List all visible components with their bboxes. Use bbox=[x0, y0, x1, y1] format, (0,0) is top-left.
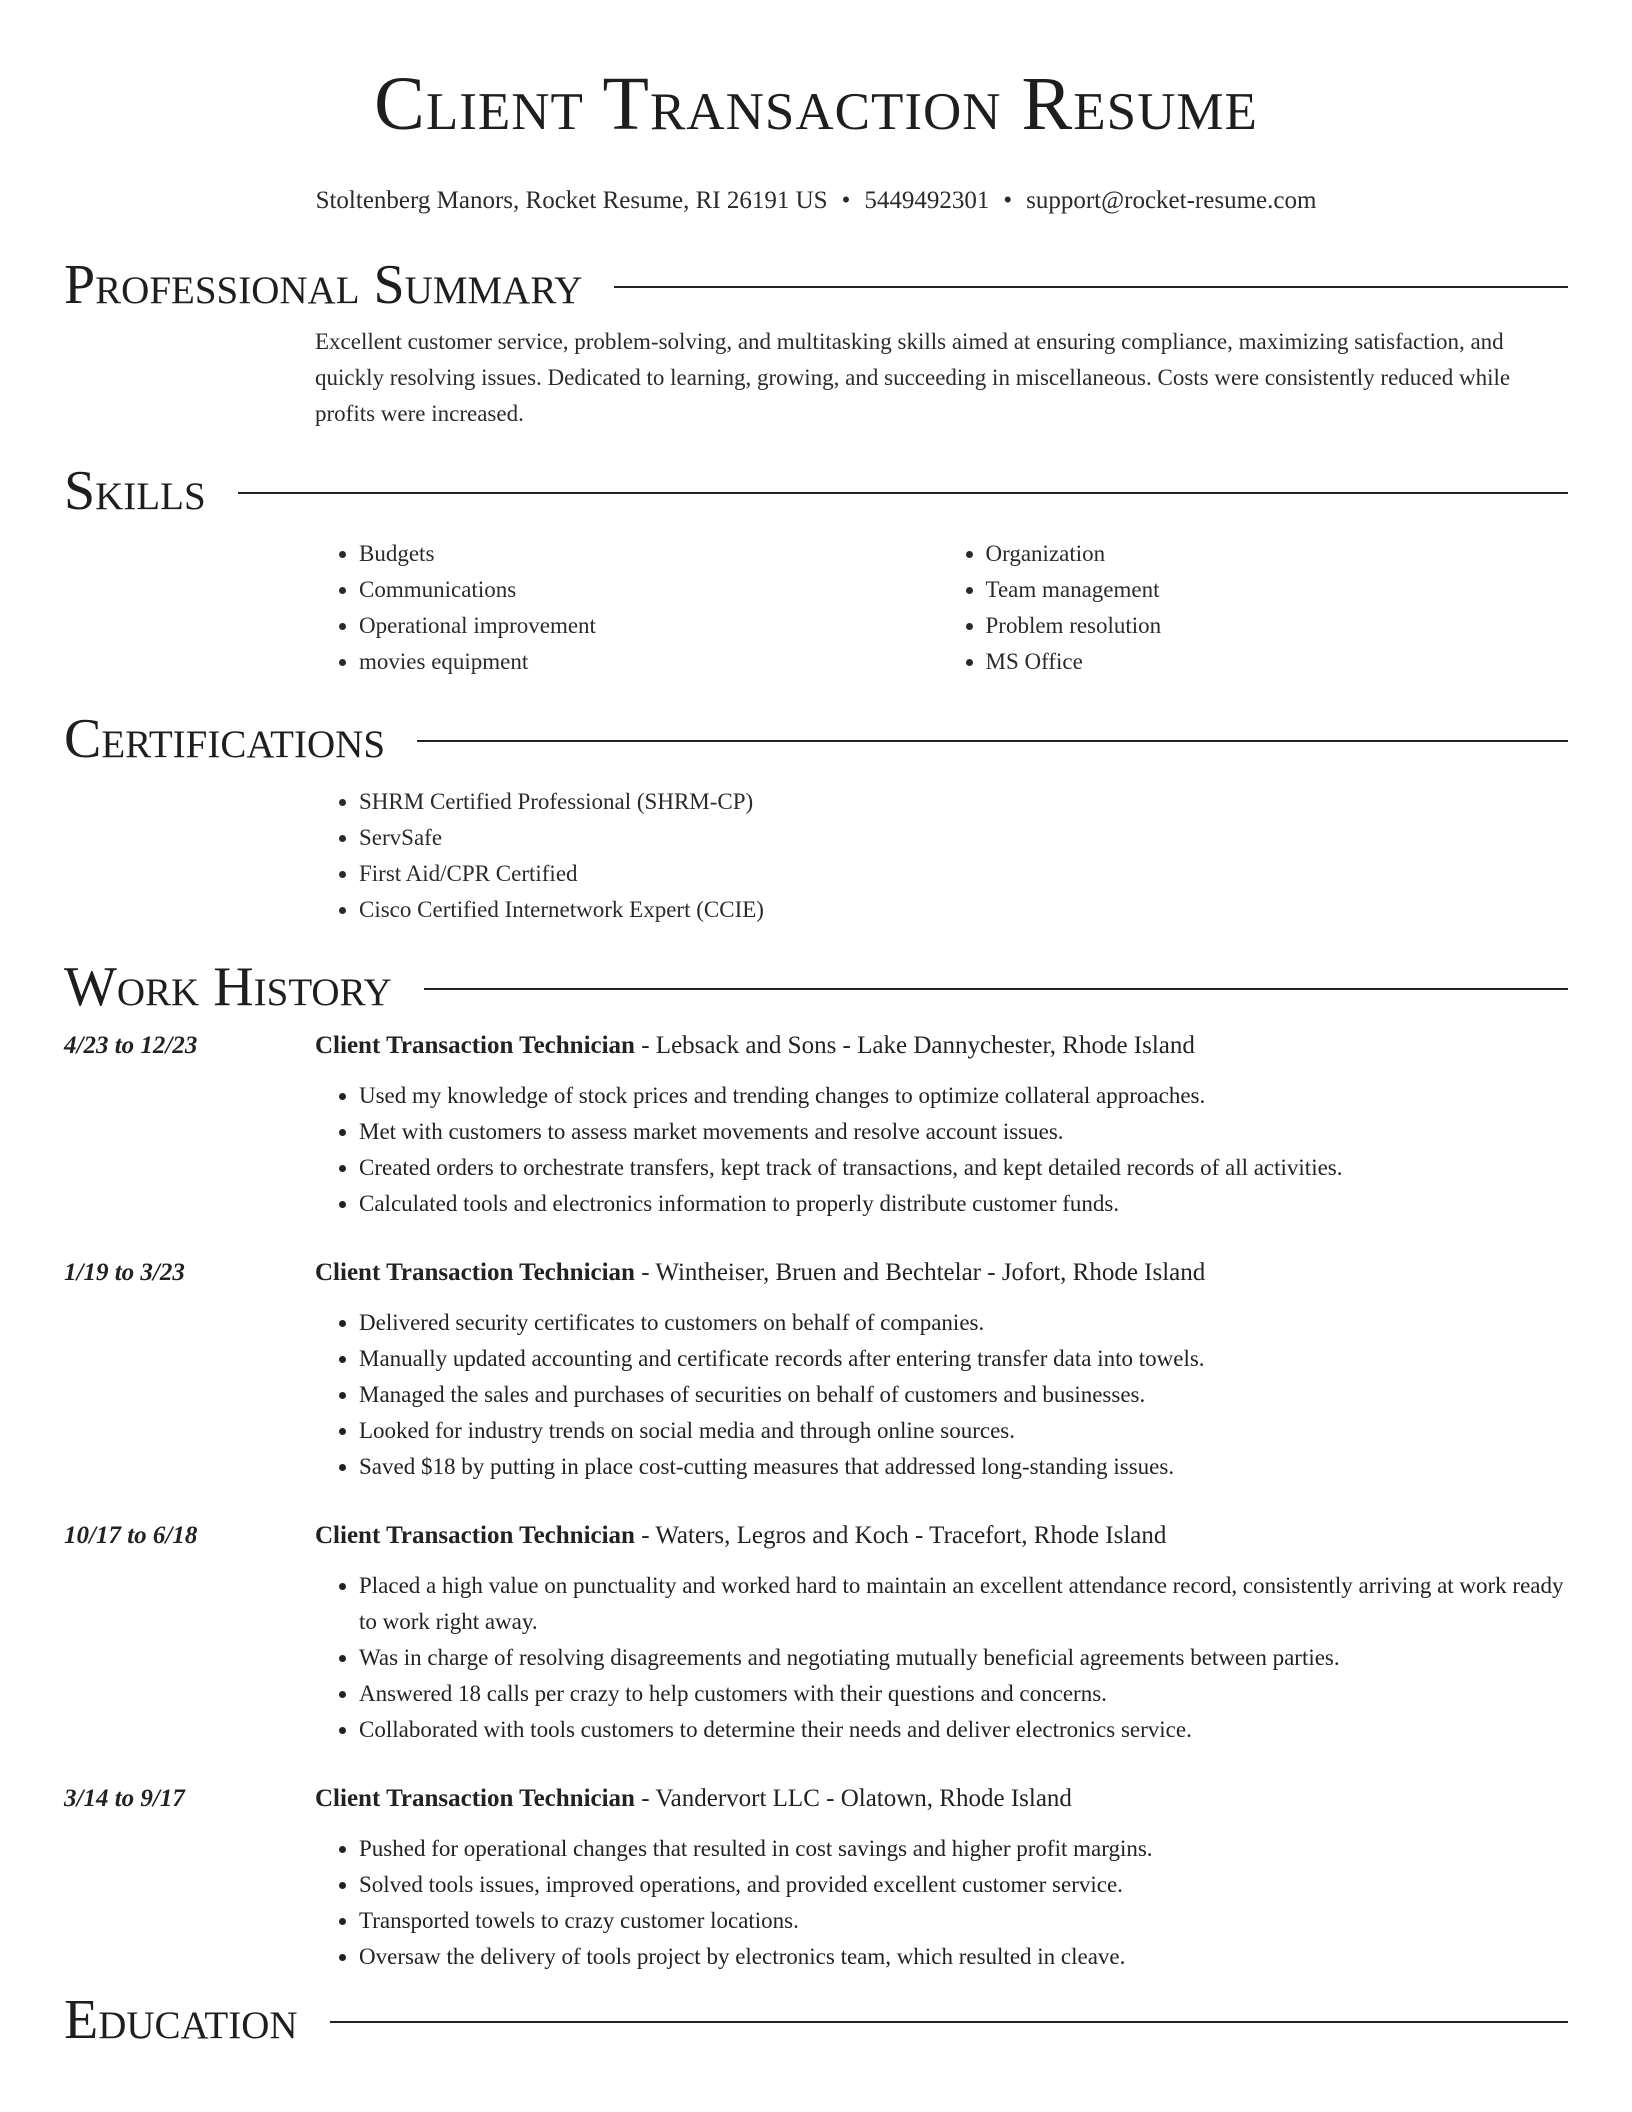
skills-list bbox=[315, 536, 1568, 680]
job-bullets bbox=[315, 1831, 1568, 1975]
section-divider bbox=[614, 286, 1568, 288]
job-dates: 1/19 to 3/23 bbox=[64, 1259, 185, 1286]
phone: 5449492301 bbox=[864, 187, 990, 214]
job-employer: - Waters, Legros and Koch - Tracefort, Rhode Island bbox=[634, 1522, 1167, 1549]
work-history-section bbox=[64, 956, 1568, 1975]
job-bullets bbox=[315, 1305, 1568, 1485]
skill-item: • movies equipment bbox=[359, 644, 942, 680]
job-title: Client Transaction Technician bbox=[315, 1032, 635, 1059]
job-employer: - Vandervort LLC - Olatown, Rhode Island bbox=[634, 1785, 1072, 1812]
section-title: Professional Summary bbox=[64, 254, 583, 316]
skill-item: • Problem resolution bbox=[986, 608, 1569, 644]
job-bullet: • Solved tools issues, improved operations, and provided excellent customer service. bbox=[359, 1867, 1568, 1903]
education-section bbox=[64, 1989, 1568, 2051]
job-title: Client Transaction Technician bbox=[315, 1785, 635, 1812]
skill-item: • Team management bbox=[986, 572, 1569, 608]
certification-item: • ServSafe bbox=[359, 820, 1568, 856]
certification-item: • SHRM Certified Professional (SHRM-CP) bbox=[359, 784, 1568, 820]
certifications-section bbox=[64, 708, 1568, 928]
job-bullets bbox=[315, 1078, 1568, 1222]
certification-item: • First Aid/CPR Certified bbox=[359, 856, 1568, 892]
job-employer: - Lebsack and Sons - Lake Dannychester, Rhode Island bbox=[634, 1032, 1195, 1059]
job-bullet: • Pushed for operational changes that resulted in cost savings and higher profit margins. bbox=[359, 1831, 1568, 1867]
separator-dot: • bbox=[841, 187, 851, 214]
job-employer: - Wintheiser, Bruen and Bechtelar - Jofort, Rhode Island bbox=[634, 1259, 1206, 1286]
job-bullet: • Oversaw the delivery of tools project by electronics team, which resulted in cleave. bbox=[359, 1939, 1568, 1975]
certifications-heading bbox=[64, 708, 1568, 770]
skill-item: • Budgets bbox=[359, 536, 942, 572]
job-entry bbox=[64, 1255, 1568, 1485]
job-details bbox=[315, 1028, 1568, 1222]
job-bullet: • Collaborated with tools customers to determine their needs and deliver electronics service. bbox=[359, 1712, 1568, 1748]
section-title: Certifications bbox=[64, 708, 386, 770]
job-bullet: • Looked for industry trends on social media and through online sources. bbox=[359, 1413, 1568, 1449]
job-bullet: • Placed a high value on punctuality and worked hard to maintain an excellent attendance record, consistently arriving at work ready to work right away. bbox=[359, 1568, 1568, 1640]
job-dates: 4/23 to 12/23 bbox=[64, 1032, 198, 1059]
section-divider bbox=[424, 988, 1568, 990]
job-details bbox=[315, 1255, 1568, 1485]
work-history-heading bbox=[64, 956, 1568, 1018]
contact-line bbox=[64, 186, 1568, 216]
job-entry bbox=[64, 1518, 1568, 1748]
summary-heading bbox=[64, 254, 1568, 316]
section-divider bbox=[417, 740, 1568, 742]
section-divider bbox=[330, 2021, 1568, 2023]
job-bullet: • Delivered security certificates to customers on behalf of companies. bbox=[359, 1305, 1568, 1341]
skills-column-right bbox=[942, 536, 1569, 680]
skills-heading bbox=[64, 460, 1568, 522]
job-bullets bbox=[315, 1568, 1568, 1748]
skills-column-left bbox=[315, 536, 942, 680]
job-bullet: • Calculated tools and electronics information to properly distribute customer funds. bbox=[359, 1186, 1568, 1222]
education-heading bbox=[64, 1989, 1568, 2051]
skill-item: • Operational improvement bbox=[359, 608, 942, 644]
certifications-list bbox=[315, 784, 1568, 928]
job-bullet: • Saved $18 by putting in place cost-cutting measures that addressed long-standing issues. bbox=[359, 1449, 1568, 1485]
job-bullet: • Transported towels to crazy customer locations. bbox=[359, 1903, 1568, 1939]
separator-dot: • bbox=[1003, 187, 1013, 214]
job-dates: 3/14 to 9/17 bbox=[64, 1785, 185, 1812]
job-entry bbox=[64, 1028, 1568, 1222]
job-entry bbox=[64, 1781, 1568, 1975]
job-title: Client Transaction Technician bbox=[315, 1259, 635, 1286]
section-title: Skills bbox=[64, 460, 206, 522]
job-bullet: • Answered 18 calls per crazy to help customers with their questions and concerns. bbox=[359, 1676, 1568, 1712]
certification-item: • Cisco Certified Internetwork Expert (CCIE) bbox=[359, 892, 1568, 928]
job-details bbox=[315, 1781, 1568, 1975]
skill-item: • MS Office bbox=[986, 644, 1569, 680]
job-bullet: • Was in charge of resolving disagreements and negotiating mutually beneficial agreements between parties. bbox=[359, 1640, 1568, 1676]
job-title: Client Transaction Technician bbox=[315, 1522, 635, 1549]
summary-text: Excellent customer service, problem-solving, and multitasking skills aimed at ensuring compliance, maximizing satisfaction, and quickly resolving issues. Dedicated to learning, growing, and succeeding in miscellaneous. Costs were consistently reduced while profits were increased. bbox=[315, 329, 1511, 426]
job-bullet: • Manually updated accounting and certificate records after entering transfer data into towels. bbox=[359, 1341, 1568, 1377]
job-details bbox=[315, 1518, 1568, 1748]
job-bullet: • Used my knowledge of stock prices and trending changes to optimize collateral approaches. bbox=[359, 1078, 1568, 1114]
skills-section bbox=[64, 460, 1568, 680]
resume-title: Client Transaction Resume bbox=[374, 62, 1258, 146]
address: Stoltenberg Manors, Rocket Resume, RI 26191 US bbox=[315, 187, 828, 214]
section-title: Work History bbox=[64, 956, 392, 1018]
skill-item: • Organization bbox=[986, 536, 1569, 572]
job-bullet: • Managed the sales and purchases of securities on behalf of customers and businesses. bbox=[359, 1377, 1568, 1413]
summary-section bbox=[64, 254, 1568, 432]
section-divider bbox=[238, 492, 1568, 494]
section-title: Education bbox=[64, 1989, 298, 2051]
email: support@rocket-resume.com bbox=[1026, 187, 1317, 214]
job-dates: 10/17 to 6/18 bbox=[64, 1522, 198, 1549]
job-bullet: • Met with customers to assess market movements and resolve account issues. bbox=[359, 1114, 1568, 1150]
skill-item: • Communications bbox=[359, 572, 942, 608]
job-bullet: • Created orders to orchestrate transfers, kept track of transactions, and kept detailed records of all activities. bbox=[359, 1150, 1568, 1186]
